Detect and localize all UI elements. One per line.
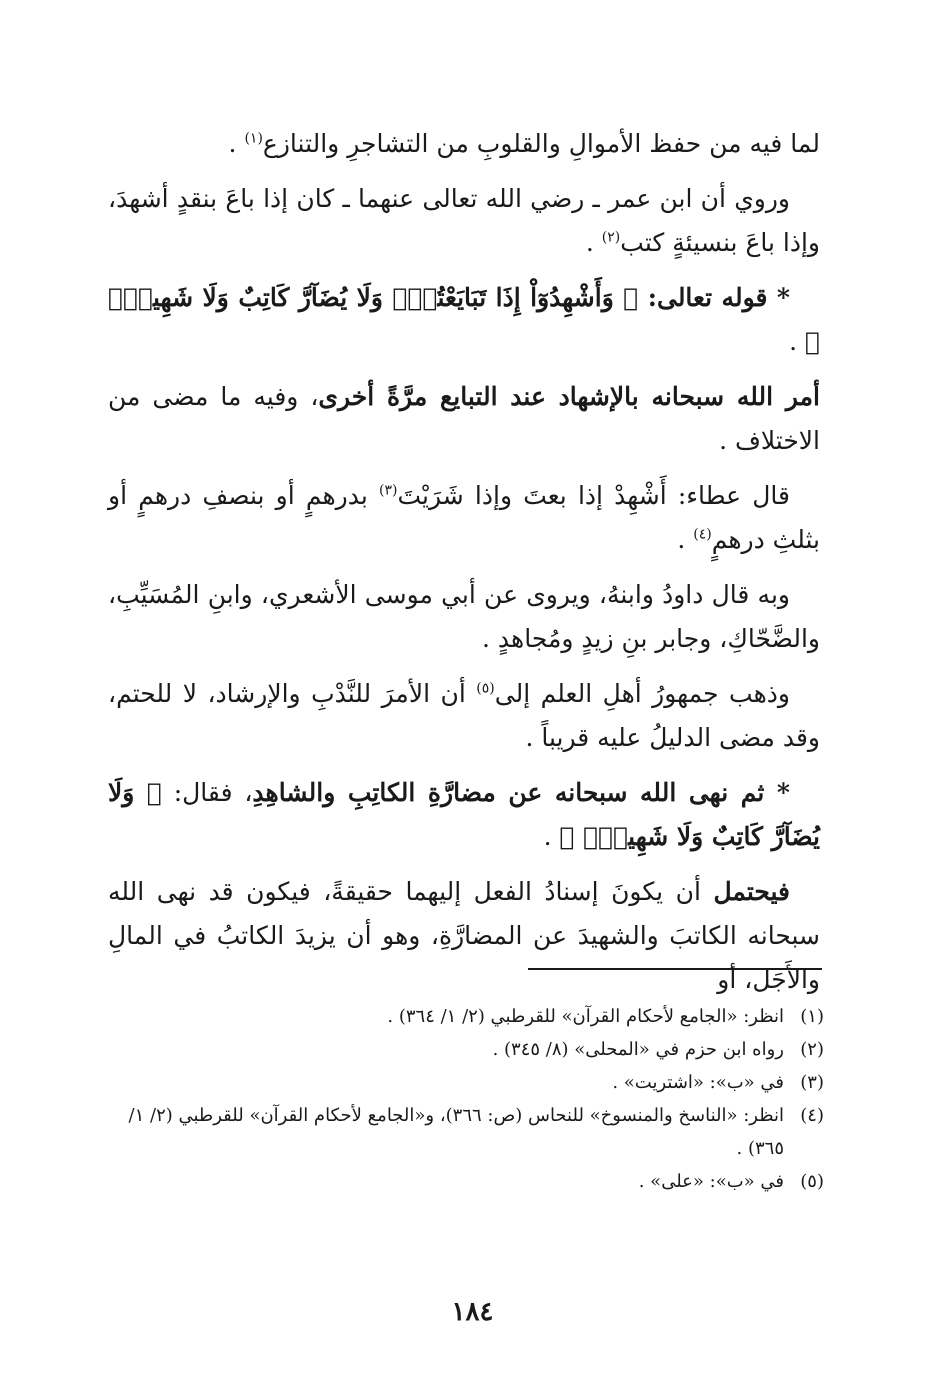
footnote-separator — [528, 968, 822, 970]
paragraph — [108, 122, 820, 166]
footnote-number: (٤) — [800, 1105, 824, 1126]
footnote-number: (٢) — [800, 1039, 824, 1060]
text-run: ، وفيه ما مضى من الاختلاف . — [108, 382, 820, 455]
text-run: ، فقال: — [161, 778, 253, 807]
paragraph — [108, 177, 820, 265]
paragraph — [108, 870, 820, 1002]
footnote — [108, 1099, 824, 1165]
footnote-text: انظر: «الناسخ والمنسوخ» للنحاس (ص: ٣٦٦)، و«الجامع لأحكام القرآن» للقرطبي (٢/ ١/ ٣٦٥) . — [128, 1105, 784, 1159]
text-run: أن يكونَ إسنادُ الفعل إليهما حقيقةً، فيكون قد نهى الله سبحانه الكاتبَ والشهيدَ عن المضارَّةِ، وهو أن يزيدَ الكاتبُ في المالِ والأَجَل، أو — [108, 877, 820, 994]
footnote-number: (١) — [800, 1006, 824, 1027]
footnote-number: (٥) — [800, 1171, 824, 1192]
text-run: بدرهمٍ أو بنصفِ درهمٍ أو بثلثِ درهمٍ — [108, 481, 820, 554]
footnote-text: في «ب»: «على» . — [638, 1171, 784, 1192]
verse-heading-label: * ثم نهى الله سبحانه عن مضارَّةِ الكاتِبِ والشاهِدِ — [252, 778, 790, 807]
bold-lead: فيحتمل — [713, 877, 790, 906]
text-run: وروي أن ابن عمر ـ رضي الله تعالى عنهما ـ كان إذا باعَ بنقدٍ أشهدَ، وإذا باعَ بنسيئةٍ كتب — [108, 184, 820, 257]
footnote — [108, 1066, 824, 1099]
footnote-ref: (٢) — [601, 229, 621, 246]
text-run: . — [789, 327, 805, 356]
footnote-text: رواه ابن حزم في «المحلى» (٨/ ٣٤٥) . — [492, 1039, 784, 1060]
text-run: . — [585, 228, 602, 257]
text-run: قال عطاء: أَشْهِدْ إذا بعتَ وإذا شَرَيْتَ — [397, 481, 790, 510]
footnote-ref: (٣) — [379, 482, 398, 499]
page-number: ١٨٤ — [451, 1297, 494, 1327]
footnotes — [108, 1000, 824, 1198]
paragraph — [108, 573, 820, 661]
verse-heading-label: * قوله تعالى: — [638, 283, 790, 312]
quran-verse: ﴿ وَأَشْهِدُوٓاْ إِذَا تَبَايَعْتُمْۚ وَلَا يُضَآرَّ كَاتِبٌ وَلَا شَهِيدٌۚ ﴾ — [108, 283, 820, 356]
text-run: . — [543, 822, 560, 851]
paragraph — [108, 375, 820, 463]
bold-lead: أمر الله سبحانه بالإشهاد عند التبايع مرَّةً أخرى — [318, 382, 820, 411]
footnote-text: انظر: «الجامع لأحكام القرآن» للقرطبي (٢/ ١/ ٣٦٤) . — [387, 1006, 784, 1027]
footnote-number: (٣) — [800, 1072, 824, 1093]
paragraph — [108, 672, 820, 760]
text-run: . — [228, 129, 245, 158]
footnote-ref: (٤) — [693, 526, 712, 543]
footnote-ref: (٥) — [476, 680, 495, 697]
footnote — [108, 1165, 824, 1198]
paragraph — [108, 474, 820, 562]
text-run: أن الأمرَ للنَّدْبِ والإرشاد، لا للحتم، وقد مضى الدليلُ عليه قريباً . — [108, 679, 820, 752]
text-run: وذهب جمهورُ أهلِ العلم إلى — [494, 679, 790, 708]
main-text — [108, 122, 820, 1013]
text-run: وبه قال داودُ وابنهُ، ويروى عن أبي موسى الأشعري، وابنِ المُسَيِّبِ، والضَّحّاكِ، وجابر بنِ زيدٍ ومُجاهدٍ . — [108, 580, 820, 653]
footnote — [108, 1000, 824, 1033]
verse-heading — [108, 276, 820, 364]
quran-verse: ﴿ وَلَا يُضَآرَّ كَاتِبٌ وَلَا شَهِيدٌۚ ﴾ — [108, 778, 820, 851]
verse-heading — [108, 771, 820, 859]
footnote — [108, 1033, 824, 1066]
footnote-text: في «ب»: «اشتريت» . — [612, 1072, 784, 1093]
footnote-ref: (١) — [244, 130, 263, 147]
text-run: . — [677, 525, 694, 554]
text-run: لما فيه من حفظ الأموالِ والقلوبِ من التشاجرِ والتنازع — [262, 129, 820, 158]
